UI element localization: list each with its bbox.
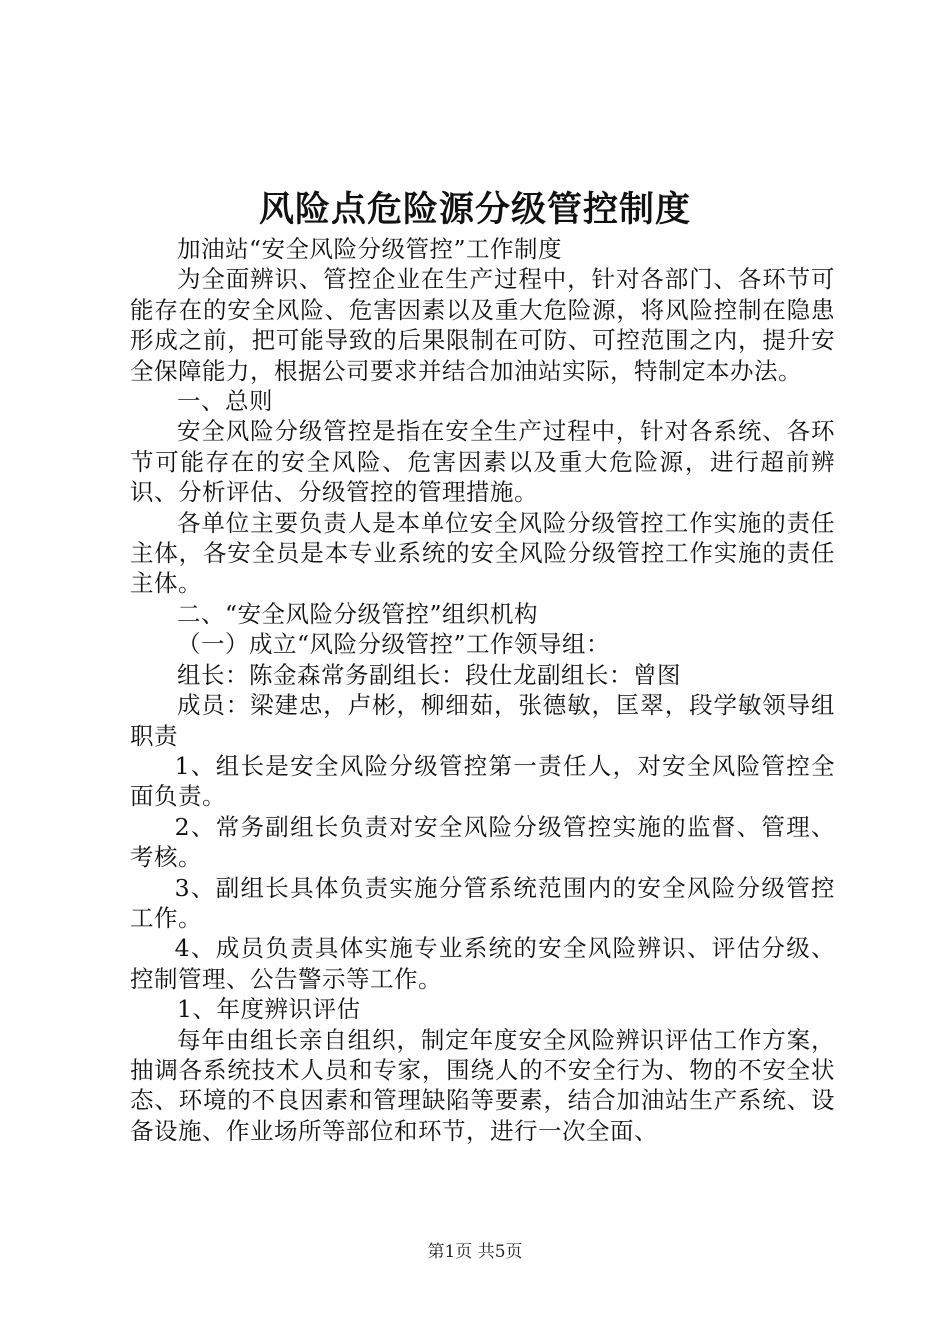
- paragraph-annual-assessment: 每年由组长亲自组织，制定年度安全风险辨识评估工作方案，抽调各系统技术人员和专家，围绕人的不安全行为、物的不安全状态、环境的不良因素和管理缺陷等要素，结合加油站生产系统、设备设施、作业场所等部位和环节，进行一次全面、: [130, 1025, 835, 1145]
- list-item-duty-1: 1、组长是安全风险分级管控第一责任人，对安全风险管控全面负责。: [130, 751, 835, 811]
- paragraph-intro-heading: 加油站“安全风险分级管控”工作制度: [177, 235, 563, 263]
- paragraph-definition: 安全风险分级管控是指在安全生产过程中，针对各系统、各环节可能存在的安全风险、危害因素以及重大危险源，进行超前辨识、分析评估、分级管控的管理措施。: [130, 417, 835, 507]
- list-item-duty-3: 3、副组长具体负责实施分管系统范围内的安全风险分级管控工作。: [130, 873, 835, 932]
- page-footer: 第1页 共5页: [427, 1242, 523, 1262]
- paragraph-purpose: 为全面辨识、管控企业在生产过程中，针对各部门、各环节可能存在的安全风险、危害因素以及重大危险源，将风险控制在隐患形成之前，把可能导致的后果限制在可防、可控范围之内，提升安全保障能力，根据公司要求并结合加油站实际，特制定本办法。: [130, 265, 835, 385]
- paragraph-leaders: 组长：陈金森常务副组长：段仕龙副组长：曾图: [177, 660, 681, 689]
- paragraph-members: 成员：梁建忠，卢彬，柳细茹，张德敏，匡翠，段学敏领导组职责: [130, 691, 835, 750]
- subsection-heading-leadership: （一）成立“风险分级管控”工作领导组：: [177, 630, 611, 659]
- document-body: [130, 234, 835, 1146]
- section-heading-general: 一、总则: [177, 387, 273, 416]
- section-heading-organization: 二、“安全风险分级管控”组织机构: [177, 599, 539, 628]
- list-item-duty-4: 4、成员负责具体实施专业系统的安全风险辨识、评估分级、控制管理、公告警示等工作。: [130, 934, 835, 993]
- list-item-duty-2: 2、常务副组长负责对安全风险分级管控实施的监督、管理、考核。: [130, 812, 835, 872]
- document-title: 风险点危险源分级管控制度: [258, 189, 691, 230]
- paragraph-responsibility: 各单位主要负责人是本单位安全风险分级管控工作实施的责任主体，各安全员是本专业系统的安全风险分级管控工作实施的责任主体。: [130, 508, 835, 598]
- section-heading-annual-assessment: 1、年度辨识评估: [177, 995, 361, 1024]
